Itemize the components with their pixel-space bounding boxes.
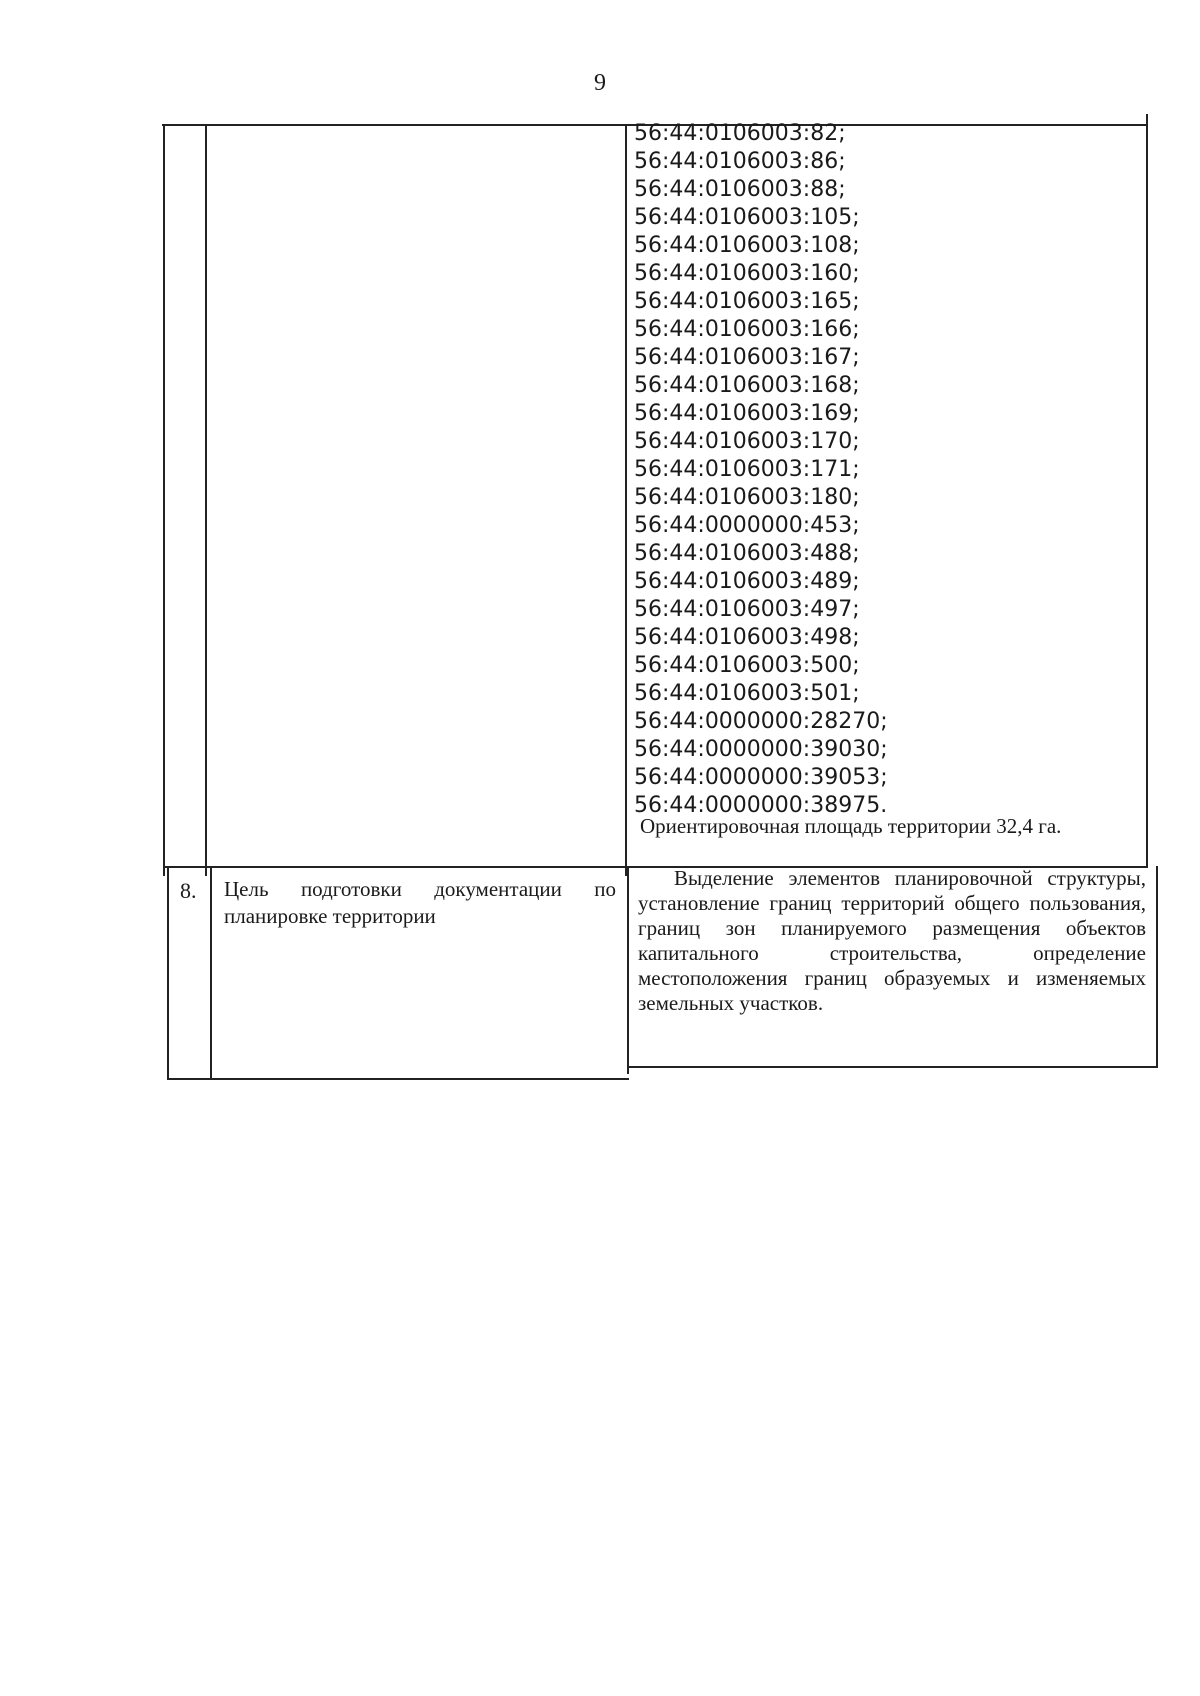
cadastral-number-list [634,120,888,820]
row8-border-right [1156,866,1158,1066]
cadastral-number: 56:44:0106003:105; [634,205,860,230]
cadastral-number: 56:44:0106003:501; [634,681,860,706]
territory-area-note: Ориентировочная площадь территории 32,4 га. [640,814,1062,838]
cadastral-number: 56:44:0106003:168; [634,373,860,398]
row-label: Цель подготовки документации по планировке территории [224,877,616,928]
cadastral-number: 56:44:0106003:165; [634,289,860,314]
cadastral-number: 56:44:0106003:82; [634,121,846,146]
cadastral-number: 56:44:0000000:39053; [634,765,888,790]
row8-border-left [167,866,169,1080]
row8-border-bottom-right [627,1066,1158,1068]
cadastral-number: 56:44:0106003:170; [634,429,860,454]
row8-divider-1 [210,866,212,1080]
cadastral-number: 56:44:0106003:88; [634,177,846,202]
cadastral-number: 56:44:0106003:497; [634,597,860,622]
cadastral-number: 56:44:0106003:171; [634,457,860,482]
cadastral-number: 56:44:0106003:169; [634,401,860,426]
cadastral-number: 56:44:0106003:86; [634,149,846,174]
table-border-right [1146,114,1148,868]
cadastral-number: 56:44:0106003:498; [634,625,860,650]
cadastral-number: 56:44:0106003:180; [634,485,860,510]
cadastral-number: 56:44:0106003:500; [634,653,860,678]
row-number: 8. [180,878,197,903]
cadastral-number: 56:44:0106003:167; [634,345,860,370]
table-divider-1 [205,124,207,876]
page-number: 9 [594,70,606,96]
cadastral-number: 56:44:0000000:38975. [634,793,888,818]
cadastral-number: 56:44:0106003:160; [634,261,860,286]
cadastral-number: 56:44:0106003:488; [634,541,860,566]
cadastral-number: 56:44:0106003:489; [634,569,860,594]
cadastral-number: 56:44:0000000:39030; [634,737,888,762]
cadastral-number: 56:44:0000000:28270; [634,709,888,734]
cadastral-number: 56:44:0106003:108; [634,233,860,258]
row-value: Выделение элементов планировочной структуры, установление границ территорий общего пользования, границ зон планируемого размещения объектов капитального строительства, определение местоположения границ образуемых и изменяемых земельных участков. [638,866,1146,1015]
row8-border-bottom-left [169,1078,629,1080]
table-divider-2 [625,124,627,876]
cadastral-number: 56:44:0106003:166; [634,317,860,342]
row8-divider-2 [627,866,629,1074]
cadastral-number: 56:44:0000000:453; [634,513,860,538]
table-border-left [163,124,165,876]
